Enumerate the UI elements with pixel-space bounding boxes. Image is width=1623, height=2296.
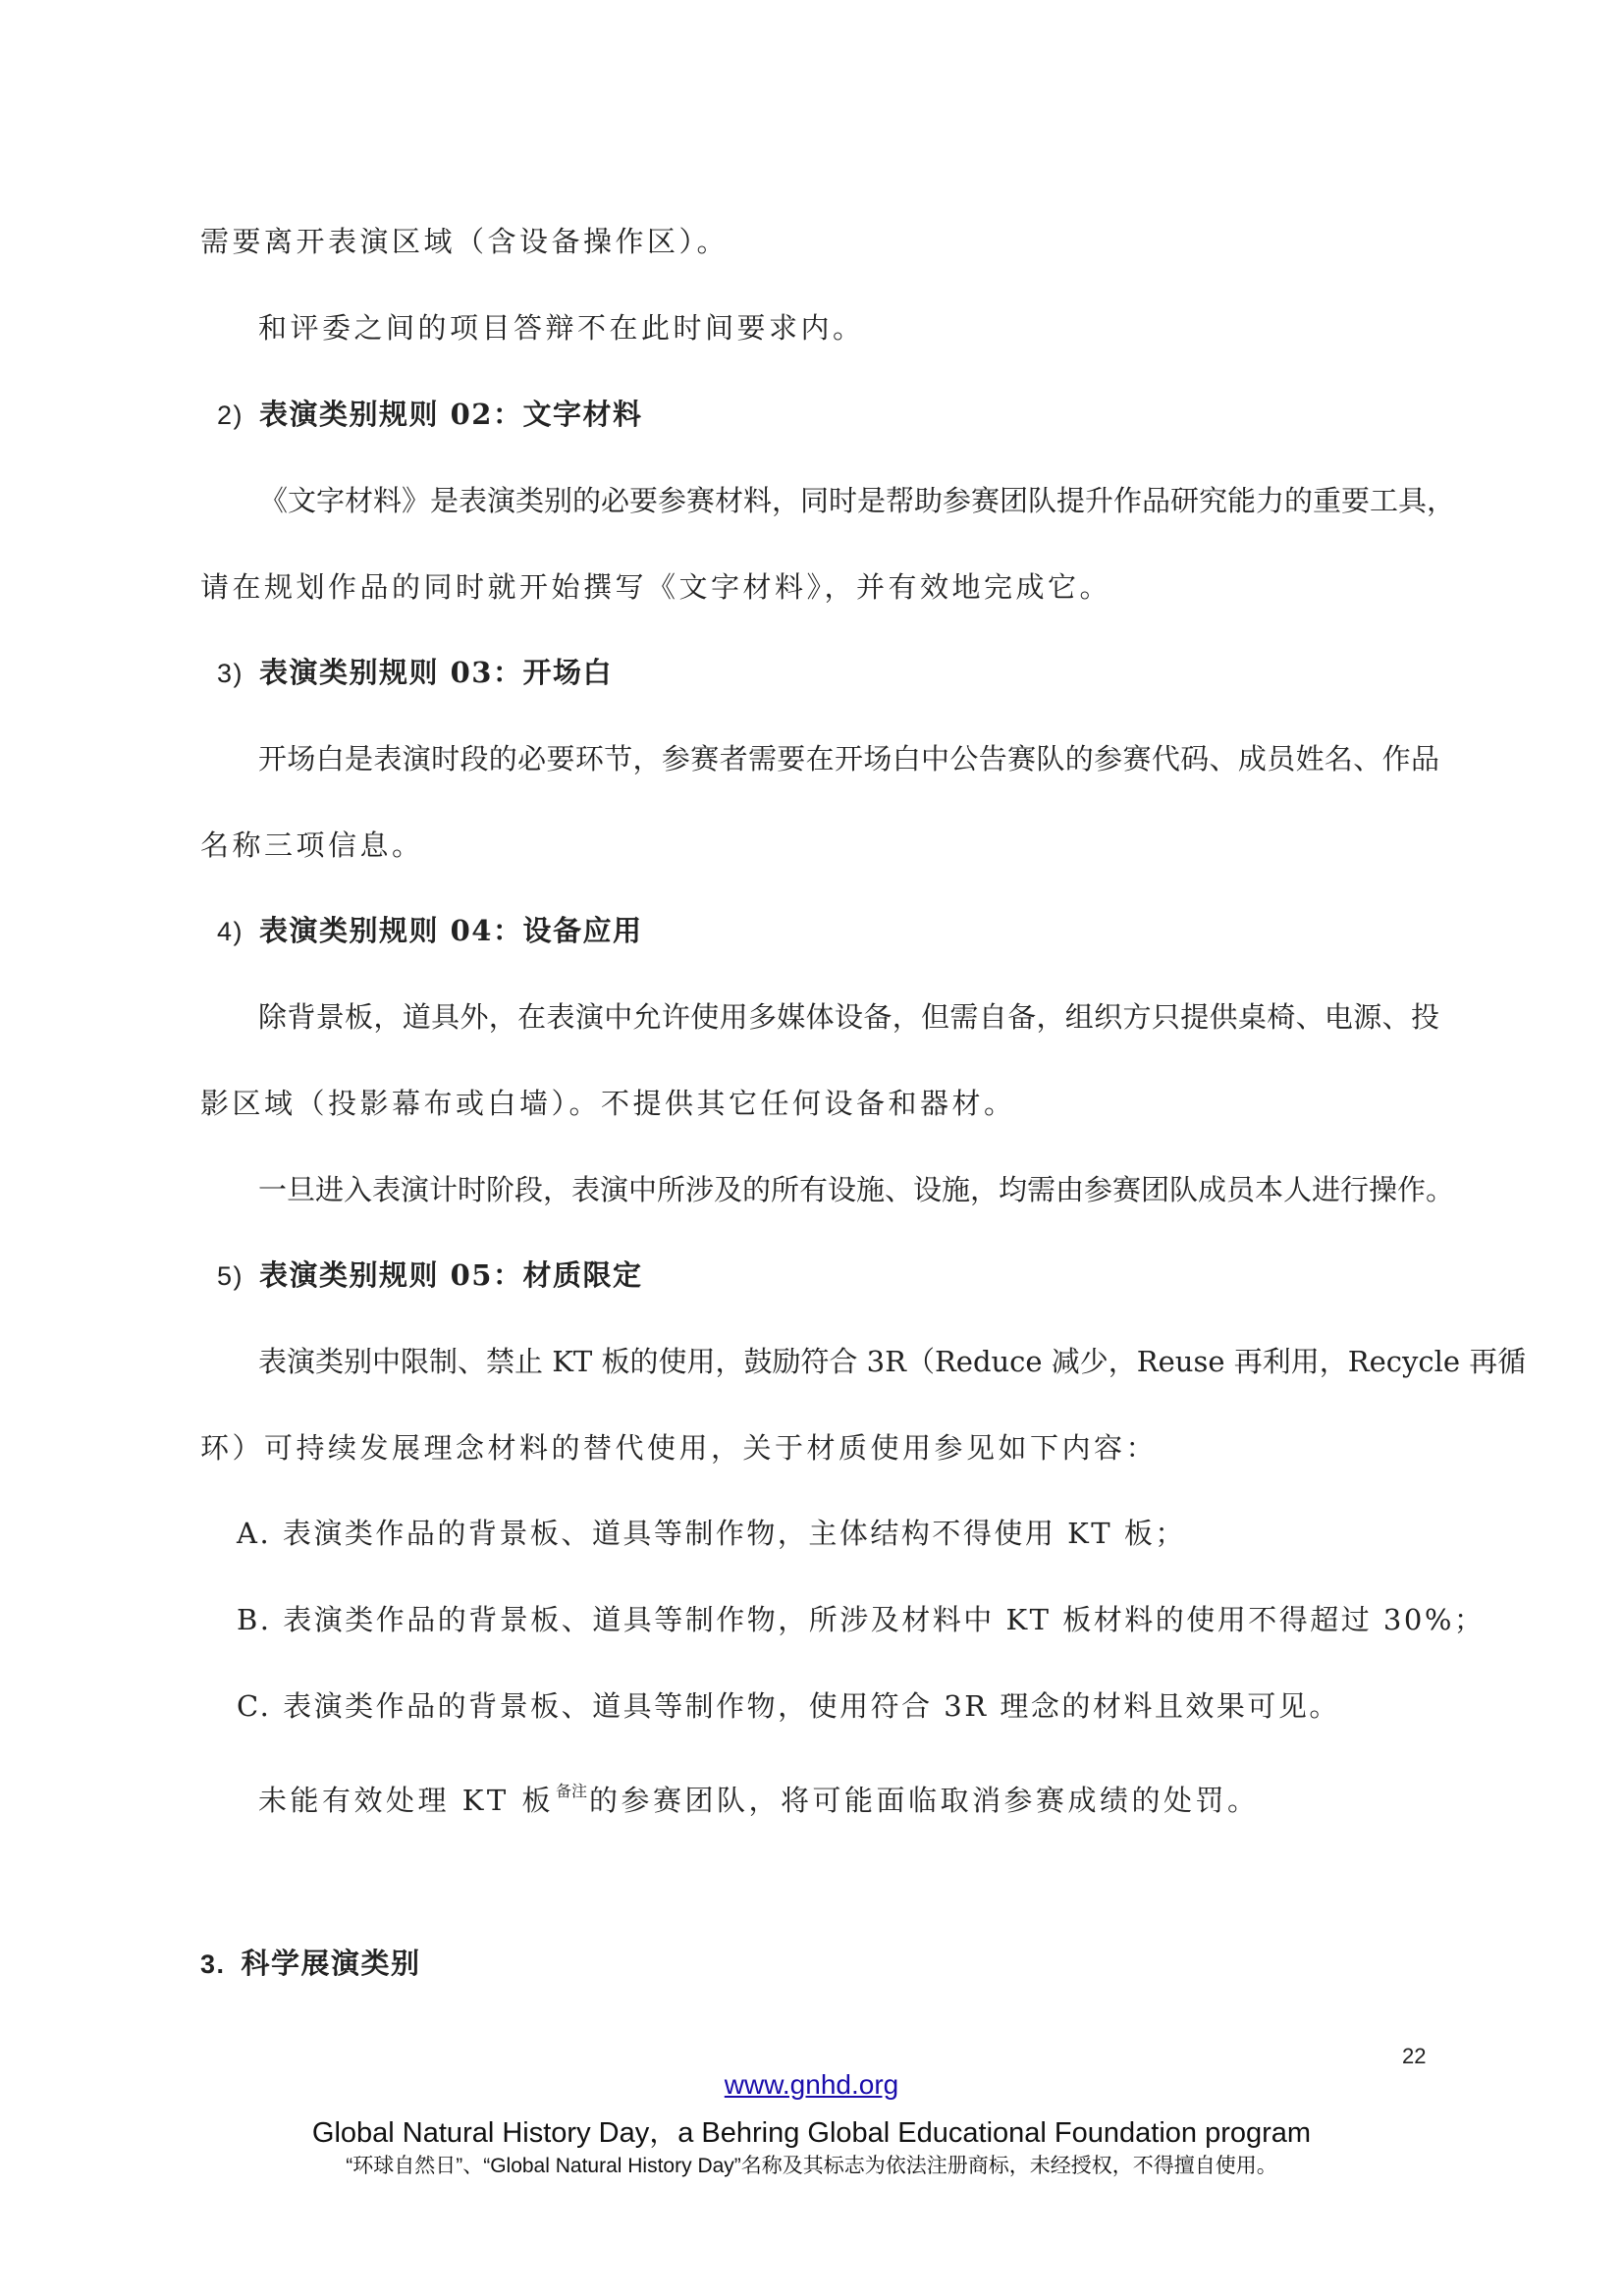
footer-website-link[interactable]: www.gnhd.org xyxy=(724,2069,899,2100)
rule-05-heading xyxy=(217,1255,642,1296)
paragraph-intro-1: 需要离开表演区域（含设备操作区）。 xyxy=(200,225,730,258)
rule-05-number: 5) xyxy=(217,1261,244,1291)
rule-02-paragraph-2: 请在规划作品的同时就开始撰写《文字材料》，并有效地完成它。 xyxy=(200,570,1112,604)
footer-program-line: Global Natural History Day，a Behring Global Educational Foundation program xyxy=(311,2117,1312,2149)
paragraph-intro-2: 和评委之间的项目答辩不在此时间要求内。 xyxy=(258,311,865,345)
section-3-heading xyxy=(200,1944,421,1984)
rule-04-number: 4) xyxy=(217,917,244,946)
section-3-title: 科学展演类别 xyxy=(241,1947,421,1980)
rule-02-heading xyxy=(217,395,642,435)
rule-05-p3-text-before: 未能有效处理 KT 板 xyxy=(258,1784,554,1817)
rule-03-paragraph-1: 开场白是表演时段的必要环节，参赛者需要在开场白中公告赛队的参赛代码、成员姓名、作品 xyxy=(258,742,1439,775)
note-marker: 备注 xyxy=(555,1782,587,1800)
rule-03-number: 3) xyxy=(217,659,244,688)
rule-05-paragraph-1: 表演类别中限制、禁止 KT 板的使用，鼓励符合 3R（Reduce 减少，Reuse 再利用，Recycle 再循 xyxy=(258,1345,1527,1378)
rule-04-paragraph-3: 一旦进入表演计时阶段，表演中所涉及的所有设施、设施，均需由参赛团队成员本人进行操作。 xyxy=(258,1173,1455,1206)
rule-03-heading xyxy=(217,653,613,693)
rule-05-item-c: C. 表演类作品的背景板、道具等制作物，使用符合 3R 理念的材料且效果可见。 xyxy=(237,1689,1340,1723)
rule-02-title: 表演类别规则 02：文字材料 xyxy=(259,398,643,431)
rule-05-item-a: A. 表演类作品的背景板、道具等制作物，主体结构不得使用 KT 板； xyxy=(237,1517,1186,1550)
page-number: 22 xyxy=(1402,2044,1427,2068)
rule-05-paragraph-2: 环）可持续发展理念材料的替代使用，关于材质使用参见如下内容： xyxy=(200,1431,1159,1465)
footer-trademark-notice: “环球自然日”、“Global Natural History Day”名称及其标志为依法注册商标，未经授权，不得擅自使用。 xyxy=(346,2155,1277,2177)
rule-04-heading xyxy=(217,911,642,951)
rule-04-title: 表演类别规则 04：设备应用 xyxy=(259,914,643,947)
rule-05-title: 表演类别规则 05：材质限定 xyxy=(259,1258,643,1292)
rule-04-paragraph-2: 影区域（投影幕布或白墙）。不提供其它任何设备和器材。 xyxy=(200,1087,1016,1120)
rule-03-paragraph-2: 名称三项信息。 xyxy=(200,828,424,862)
rule-04-paragraph-1: 除背景板，道具外，在表演中允许使用多媒体设备，但需自备，组织方只提供桌椅、电源、投 xyxy=(258,1000,1439,1034)
rule-05-p3-text-after: 的参赛团队，将可能面临取消参赛成绩的处罚。 xyxy=(588,1784,1260,1817)
section-3-number: 3. xyxy=(200,1949,226,1979)
rule-02-paragraph-1: 《文字材料》是表演类别的必要参赛材料，同时是帮助参赛团队提升作品研究能力的重要工具， xyxy=(259,484,1456,517)
rule-05-item-b: B. 表演类作品的背景板、道具等制作物，所涉及材料中 KT 板材料的使用不得超过 30%； xyxy=(237,1603,1486,1636)
rule-03-title: 表演类别规则 03：开场白 xyxy=(259,656,613,689)
rule-05-paragraph-3 xyxy=(258,1772,1259,1820)
rule-02-number: 2) xyxy=(217,400,244,430)
